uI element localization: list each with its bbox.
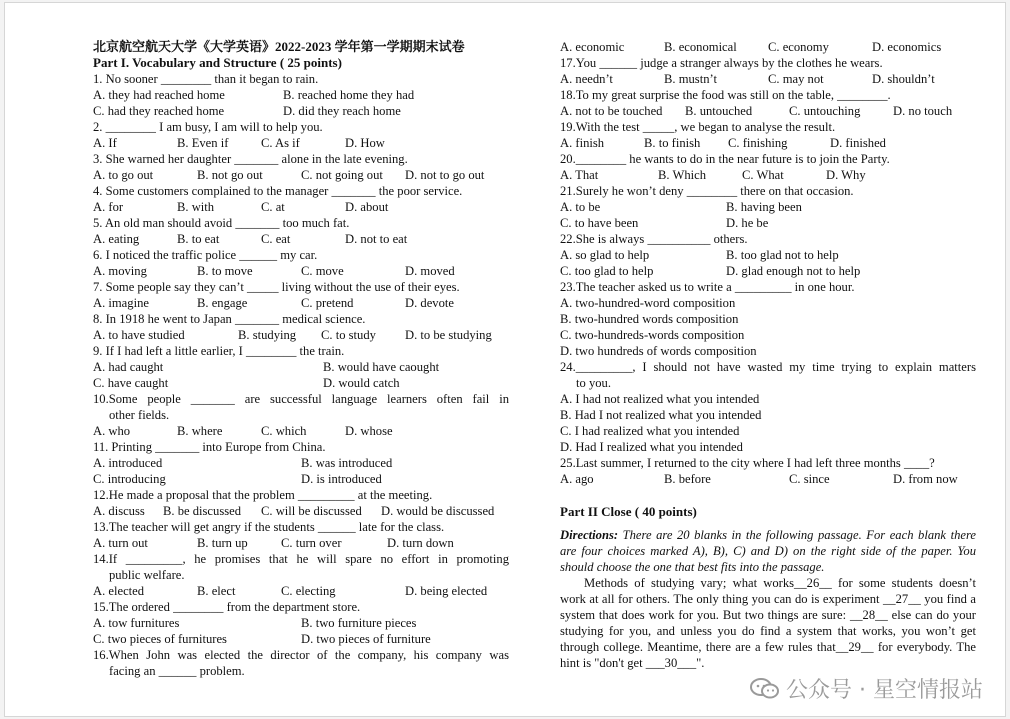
option: A. imagine <box>93 296 149 310</box>
option: B. too glad not to help <box>726 248 839 262</box>
question-options <box>560 103 976 119</box>
option: A. they had reached home <box>93 88 225 102</box>
question-options <box>93 135 509 151</box>
question-stem: 11. Printing _______ into Europe from China. <box>93 440 326 454</box>
question-stem-continued: facing an ______ problem. <box>109 664 245 678</box>
question-options <box>560 295 976 311</box>
option: A. eating <box>93 232 140 246</box>
option: D. would catch <box>323 376 400 390</box>
option: A. I had not realized what you intended <box>560 392 760 406</box>
question-options <box>93 327 509 343</box>
question-options <box>93 263 509 279</box>
question-stem: 25.Last summer, I returned to the city where I had left three months ____? <box>560 456 935 470</box>
question-options <box>93 583 509 599</box>
option: A. elected <box>93 584 145 598</box>
option: A. had caught <box>93 360 164 374</box>
directions-label: Directions: <box>560 528 619 542</box>
option: A. so glad to help <box>560 248 650 262</box>
question-stem: 1. No sooner ________ than it began to rain. <box>93 72 319 86</box>
option: B. having been <box>726 200 802 214</box>
question-options <box>93 471 509 487</box>
question-options <box>93 231 509 247</box>
option: C. two pieces of furnitures <box>93 632 227 646</box>
question-options <box>93 359 509 375</box>
question-stem: 3. She warned her daughter _______ alone in the late evening. <box>93 152 408 166</box>
option: D. no touch <box>893 104 953 118</box>
option: C. turn over <box>281 536 342 550</box>
option: D. economics <box>872 40 942 54</box>
option: C. electing <box>281 584 336 598</box>
option: B. to eat <box>177 232 220 246</box>
question-options <box>560 215 976 231</box>
question-stem-continued: other fields. <box>109 408 170 422</box>
option: B. elect <box>197 584 236 598</box>
question-options <box>560 71 976 87</box>
option: D. not to go out <box>405 168 485 182</box>
option: D. finished <box>830 136 886 150</box>
question-stem: 18.To my great surprise the food was still on the table, ________. <box>560 88 891 102</box>
questions-1-9 <box>93 71 509 391</box>
option: C. which <box>261 424 307 438</box>
option: B. economical <box>664 40 737 54</box>
exam-title: 北京航空航天大学《大学英语》2022-2023 学年第一学期期末试卷 <box>93 39 465 54</box>
question-stem: 4. Some customers complained to the manager _______ the poor service. <box>93 184 463 198</box>
wechat-icon <box>750 678 780 700</box>
exam-page <box>4 2 1006 717</box>
question-options <box>560 311 976 327</box>
option: C. What <box>742 168 784 182</box>
question-stem: 16.When John was elected the director of the company, his company was <box>93 648 509 662</box>
question-stem: 17.You ______ judge a stranger always by the clothes he wears. <box>560 56 883 70</box>
question-options <box>560 343 976 359</box>
option: D. whose <box>345 424 393 438</box>
question-options <box>560 471 976 487</box>
question-options <box>93 455 509 471</box>
option: A. for <box>93 200 124 214</box>
question-options <box>560 167 976 183</box>
question-stem: 12.He made a proposal that the problem _________ at the meeting. <box>93 488 433 502</box>
question-stem: 2. ________ I am busy, I am will to help you. <box>93 120 323 134</box>
right-column <box>560 39 976 671</box>
option: B. Had I not realized what you intended <box>560 408 762 422</box>
option: D. shouldn’t <box>872 72 935 86</box>
question-options <box>93 103 509 119</box>
question-options <box>560 327 976 343</box>
option: B. with <box>177 200 215 214</box>
option: D. is introduced <box>301 472 382 486</box>
cloze-passage: Methods of studying vary; what works__26__ for some students doesn’t work at all for others. The only thing you can do is experiment __27__ you find a system that does work for you. But two things are sure: __28__ else can do your studying for you, and unless you do find a system that works, you won’t get through college. Meantime, there are a few rules that__29__ for everybody. The hint is "don't get ___30___". <box>560 576 976 670</box>
question-options <box>93 615 509 631</box>
option: A. That <box>560 168 599 182</box>
question-options <box>560 247 976 263</box>
option: D. to be studying <box>405 328 492 342</box>
option: B. before <box>664 472 711 486</box>
option: B. Even if <box>177 136 229 150</box>
option: B. was introduced <box>301 456 393 470</box>
option: A. economic <box>560 40 625 54</box>
option: B. turn up <box>197 536 248 550</box>
option: A. tow furnitures <box>93 616 180 630</box>
option: B. not go out <box>197 168 263 182</box>
option: D. did they reach home <box>283 104 401 118</box>
question-stem: 23.The teacher asked us to write a _________ in one hour. <box>560 280 855 294</box>
question-options <box>93 295 509 311</box>
option: B. reached home they had <box>283 88 415 102</box>
option: B. two furniture pieces <box>301 616 417 630</box>
option: D. devote <box>405 296 454 310</box>
option: B. mustn’t <box>664 72 717 86</box>
option: C. not going out <box>301 168 383 182</box>
question-options <box>93 375 509 391</box>
option: C. untouching <box>789 104 861 118</box>
question-options <box>93 87 509 103</box>
option: D. glad enough not to help <box>726 264 861 278</box>
option: D. Why <box>826 168 866 182</box>
option: A. needn’t <box>560 72 613 86</box>
option: C. at <box>261 200 285 214</box>
option: C. move <box>301 264 344 278</box>
left-column <box>93 39 509 679</box>
question-stem: 13.The teacher will get angry if the students ______ late for the class. <box>93 520 445 534</box>
option: A. to go out <box>93 168 154 182</box>
option: A. who <box>93 424 131 438</box>
question-stem: 10.Some people _______ are successful language learners often fail in <box>93 392 509 406</box>
option: C. finishing <box>728 136 788 150</box>
question-options <box>560 199 976 215</box>
part1-heading: Part I. Vocabulary and Structure ( 25 points) <box>93 55 342 70</box>
question-stem: 7. Some people say they can’t _____ living without the use of their eyes. <box>93 280 460 294</box>
questions-16-23 <box>560 39 976 359</box>
question-options <box>93 423 509 439</box>
option: A. two-hundred-word composition <box>560 296 736 310</box>
option: B. two-hundred words composition <box>560 312 739 326</box>
question-stem: 6. I noticed the traffic police ______ my car. <box>93 248 318 262</box>
option: D. he be <box>726 216 769 230</box>
question-options <box>560 135 976 151</box>
watermark-text: 公众号 · 星空情报站 <box>786 678 983 703</box>
option: B. where <box>177 424 223 438</box>
option: A. to have studied <box>93 328 185 342</box>
option: C. had they reached home <box>93 104 225 118</box>
option: A. introduced <box>93 456 163 470</box>
question-options <box>560 263 976 279</box>
option: C. to have been <box>560 216 639 230</box>
part2-heading: Part II Close ( 40 points) <box>560 504 697 519</box>
question-stem: 22.She is always __________ others. <box>560 232 748 246</box>
option: A. discuss <box>93 504 145 518</box>
option: C. have caught <box>93 376 169 390</box>
question-options <box>93 535 509 551</box>
option: A. ago <box>560 472 594 486</box>
option: B. studying <box>238 328 297 342</box>
question-options <box>93 631 509 647</box>
option: B. would have caought <box>323 360 440 374</box>
option: C. will be discussed <box>261 504 362 518</box>
question-stem: 19.With the test _____, we began to analyse the result. <box>560 120 836 134</box>
option: C. introducing <box>93 472 166 486</box>
option: A. moving <box>93 264 147 278</box>
question-options <box>93 167 509 183</box>
option: A. finish <box>560 136 605 150</box>
question-stem: 20.________ he wants to do in the near future is to join the Party. <box>560 152 890 166</box>
question-options <box>93 503 509 519</box>
question-stem: 24._________, I should not have wasted my time trying to explain matters <box>560 360 976 374</box>
question-stem-continued: to you. <box>576 376 611 390</box>
option: D. How <box>345 136 385 150</box>
option: C. economy <box>768 40 829 54</box>
option: D. would be discussed <box>381 504 495 518</box>
watermark <box>750 673 983 704</box>
option: A. not to be touched <box>560 104 663 118</box>
option: B. Which <box>658 168 707 182</box>
option: C. eat <box>261 232 291 246</box>
option: A. If <box>93 136 117 150</box>
option: D. being elected <box>405 584 488 598</box>
option: D. moved <box>405 264 455 278</box>
question-stem: 21.Surely he won’t deny ________ there on that occasion. <box>560 184 854 198</box>
question-stem: 15.The ordered ________ from the department store. <box>93 600 361 614</box>
question-options <box>560 39 976 55</box>
option: C. I had realized what you intended <box>560 424 740 438</box>
option: C. As if <box>261 136 300 150</box>
question-stem: 14.If _________, he promises that he will spare no effort in promoting <box>93 552 509 566</box>
question-stem-continued: public welfare. <box>109 568 185 582</box>
option: D. two pieces of furniture <box>301 632 431 646</box>
questions-10-13 <box>93 423 509 551</box>
question-stem: 8. In 1918 he went to Japan _______ medical science. <box>93 312 366 326</box>
option: C. since <box>789 472 830 486</box>
option: D. about <box>345 200 389 214</box>
option: D. turn down <box>387 536 454 550</box>
option: A. to be <box>560 200 601 214</box>
question-options <box>93 199 509 215</box>
option: C. pretend <box>301 296 354 310</box>
option: D. from now <box>893 472 958 486</box>
option: A. turn out <box>93 536 148 550</box>
option: C. may not <box>768 72 824 86</box>
option: C. too glad to help <box>560 264 654 278</box>
option: B. to finish <box>644 136 701 150</box>
option: C. to study <box>321 328 376 342</box>
directions-text: There are 20 blanks in the following passage. For each blank there are four choices marked A), B), C) and D) on the right side of the paper. You should choose the one that best fits into the passage. <box>560 528 976 574</box>
option: B. untouched <box>685 104 753 118</box>
option: D. Had I realized what you intended <box>560 440 743 454</box>
option: D. two hundreds of words composition <box>560 344 757 358</box>
question-stem: 9. If I had left a little earlier, I ________ the train. <box>93 344 345 358</box>
question-stem: 5. An old man should avoid _______ too much fat. <box>93 216 350 230</box>
option: B. be discussed <box>163 504 242 518</box>
option: C. two-hundreds-words composition <box>560 328 745 342</box>
questions-14-15 <box>93 583 509 647</box>
option: B. to move <box>197 264 253 278</box>
option: B. engage <box>197 296 248 310</box>
directions <box>560 527 976 575</box>
option: D. not to eat <box>345 232 408 246</box>
